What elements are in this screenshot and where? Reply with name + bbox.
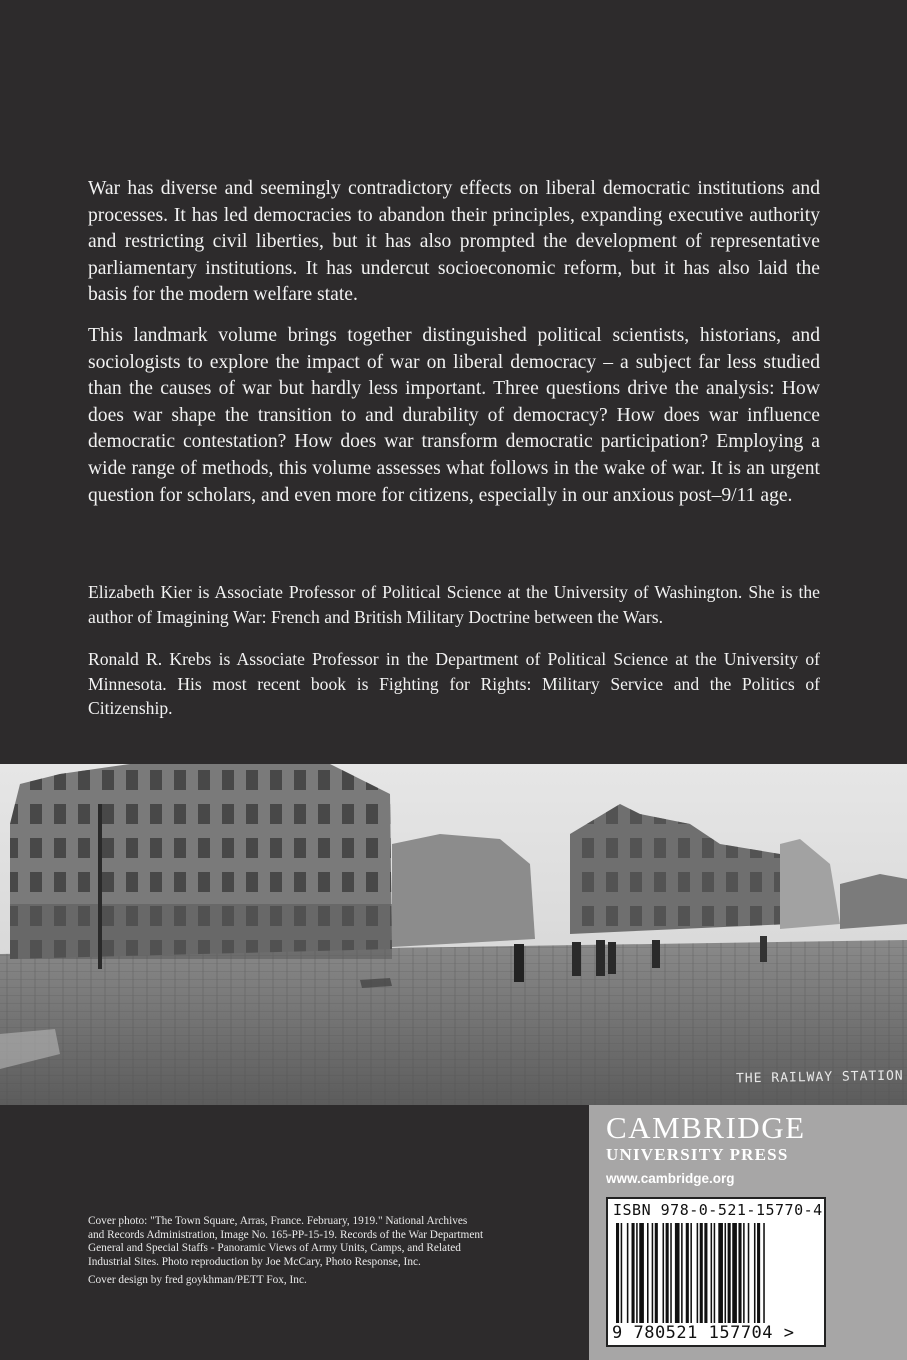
barcode-bar — [690, 1223, 692, 1323]
book-description — [88, 176, 820, 523]
cover-credits — [88, 1215, 484, 1292]
barcode-digits: 9 780521 157704 > — [612, 1323, 795, 1343]
isbn-number: ISBN 978-0-521-15770-4 — [613, 1201, 823, 1219]
barcode-bar — [697, 1223, 699, 1323]
photo-overlay-caption: THE RAILWAY STATION — [735, 1068, 904, 1087]
barcode-bar — [714, 1223, 716, 1323]
barcode-bar — [616, 1223, 619, 1323]
barcode-bar — [686, 1223, 689, 1323]
barcode-bar — [732, 1223, 737, 1323]
photo-credit: Cover photo: "The Town Square, Arras, France. February, 1919." National Archives and Records Administration, Image No. 165-PP-15-19. Records of the War Department General and Special Staffs - Panoramic Views of Army Units, Camps, and Related Industrial Sites. Photo reproduction by Joe McCary, Photo Response, Inc. — [88, 1215, 484, 1269]
description-paragraph-2: This landmark volume brings together distinguished political scientists, historians, and sociologists to explore the impact of war on liberal democracy – a subject far less studied than the causes of war but hardly less important. Three questions drive the analysis: How does war shape the transition to and durability of democracy? How does war influence democratic contestation? How does war transform democratic participation? Employing a wide range of methods, this volume assesses what follows in the wake of war. It is an urgent question for scholars, and even more for citizens, especially in our anxious post–9/11 age. — [88, 324, 820, 506]
barcode-bar — [757, 1223, 760, 1323]
publisher-url[interactable]: www.cambridge.org — [606, 1171, 735, 1186]
barcode-bar — [748, 1223, 750, 1323]
barcode-bar — [728, 1223, 731, 1323]
barcode-bar — [655, 1223, 658, 1323]
barcode-bar — [700, 1223, 703, 1323]
barcode-bar — [670, 1223, 672, 1323]
barcode-bar — [647, 1223, 649, 1323]
barcode-bar — [704, 1223, 707, 1323]
barcode-bar — [738, 1223, 741, 1323]
publisher-subname: UNIVERSITY PRESS — [606, 1145, 789, 1164]
barcode-bar — [763, 1223, 765, 1323]
publisher-name: CAMBRIDGE — [606, 1110, 806, 1145]
barcode-bar — [636, 1223, 638, 1323]
design-credit: Cover design by fred goykhman/PETT Fox, Inc. — [88, 1273, 307, 1286]
publisher-panel — [589, 1105, 907, 1360]
barcode-bar — [718, 1223, 723, 1323]
barcode-bar — [632, 1223, 635, 1323]
barcode-bar — [711, 1223, 713, 1323]
barcode-bar — [666, 1223, 669, 1323]
author-bio-krebs: Ronald R. Krebs is Associate Professor in the Department of Political Science at the University of Minnesota. His most recent book is Fighting for Rights: Military Service and the Politics of Citizenship. — [88, 649, 820, 719]
barcode-bar — [639, 1223, 644, 1323]
barcode-bar — [681, 1223, 683, 1323]
barcode-bar — [652, 1223, 654, 1323]
cambridge-logo — [606, 1111, 846, 1165]
author-bio-kier: Elizabeth Kier is Associate Professor of Political Science at the University of Washington. She is the author of Imagining War: French and British Military Doctrine between the Wars. — [88, 582, 820, 627]
isbn-barcode — [606, 1197, 826, 1347]
barcode-bar — [627, 1223, 629, 1323]
barcode-bar — [725, 1223, 727, 1323]
barcode-bar — [743, 1223, 745, 1323]
cover-photo-town-square — [0, 764, 907, 1105]
barcode-bar — [621, 1223, 623, 1323]
description-paragraph-1: War has diverse and seemingly contradictory effects on liberal democratic institutions and processes. It has led democracies to abandon their principles, expanding executive authority and restricting civil liberties, but it has also prompted the development of representative parliamentary institutions. It has undercut socioeconomic reform, but it has also laid the basis for the modern welfare state. — [88, 178, 820, 306]
barcode-bars — [616, 1223, 816, 1323]
barcode-bar — [663, 1223, 665, 1323]
barcode-bar — [675, 1223, 680, 1323]
barcode-bar — [754, 1223, 756, 1323]
author-bios — [88, 580, 820, 739]
